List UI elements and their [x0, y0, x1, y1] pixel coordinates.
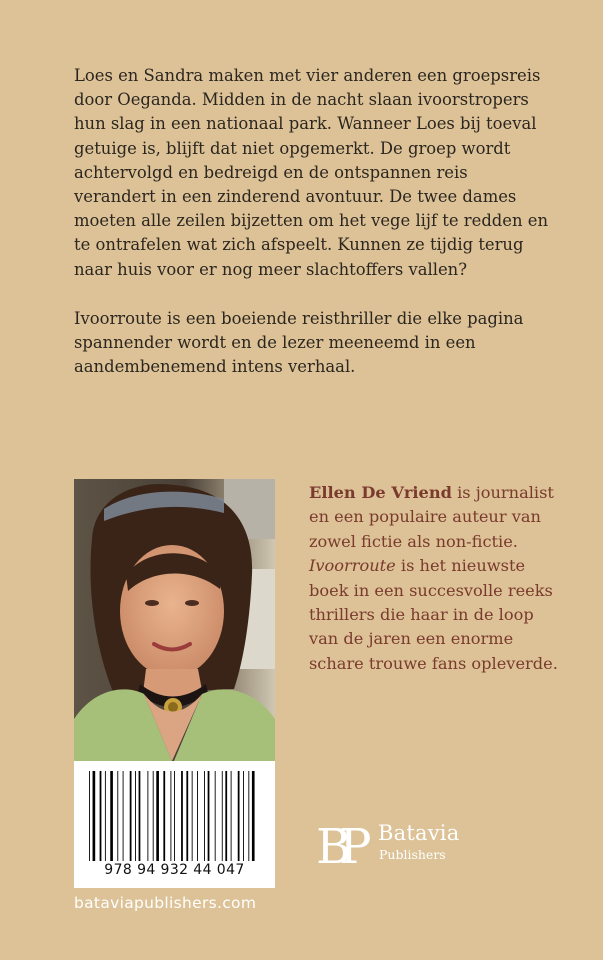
barcode-bar	[238, 771, 240, 861]
barcode-bar	[181, 771, 183, 861]
book-title: Ivoorroute	[309, 556, 396, 576]
barcode-bar	[243, 771, 244, 861]
barcode-bar	[252, 771, 255, 861]
barcode-bar	[147, 771, 148, 861]
barcode-bar	[153, 771, 154, 861]
logo-monogram: BP	[316, 819, 360, 869]
publisher-name: Batavia	[378, 821, 460, 845]
author-name: Ellen De Vriend	[309, 483, 452, 502]
publisher-subtitle: Publishers	[379, 847, 446, 862]
barcode-bar	[100, 771, 102, 861]
bio-text-part-2: is het nieuwste boek in een succesvolle reeks thrillers die haar in de loop van de jaren een enorme schare trouwe fans opleverde.	[309, 556, 558, 673]
barcode-bar	[192, 771, 193, 861]
bp-monogram-icon	[316, 819, 378, 869]
barcode-bar	[215, 771, 216, 861]
barcode-bar	[156, 771, 159, 861]
author-photo	[74, 479, 275, 761]
bio-text-part-1: is journalist en een populaire auteur van zowel fictie als non-fictie.	[309, 483, 554, 551]
barcode-panel	[74, 761, 275, 888]
barcode-bar	[174, 771, 175, 861]
isbn-number: 978 94 932 44 047	[104, 862, 245, 878]
barcode-bar	[248, 771, 249, 861]
barcode-bar	[110, 771, 113, 861]
barcode-bar	[222, 771, 223, 861]
barcode-bar	[204, 771, 205, 861]
barcode-bar	[225, 771, 227, 861]
barcode-bar	[89, 771, 90, 861]
barcode-bar	[135, 771, 136, 861]
publisher-logo	[316, 819, 486, 869]
barcode-bar	[170, 771, 171, 861]
blurb-paragraph-2: Ivoorroute is een boeiende reisthriller die elke pagina spannender wordt en de lezer meeneemd in een aandembenemend intens verhaal.	[74, 308, 524, 377]
barcode-bar	[197, 771, 198, 861]
barcode-bar	[208, 771, 210, 861]
barcode-bar	[139, 771, 141, 861]
author-bio	[309, 481, 559, 676]
barcode-bar	[231, 771, 232, 861]
barcode-bar	[93, 771, 96, 861]
barcode-bar	[123, 771, 124, 861]
back-cover-blurb	[74, 64, 552, 379]
barcode-bar	[186, 771, 188, 861]
publisher-website: bataviapublishers.com	[74, 894, 257, 912]
barcode-bar	[117, 771, 118, 861]
barcode	[89, 771, 259, 861]
barcode-bar	[130, 771, 132, 861]
barcode-bar	[163, 771, 165, 861]
blurb-paragraph-1: Loes en Sandra maken met vier anderen een groepsreis door Oeganda. Midden in de nacht slaan ivoorstropers hun slag in een nationaal park. Wanneer Loes bij toeval getuige is, blijft dat niet opgemerkt. De groep wordt achtervolgd en bedreigd en de ontspannen reis verandert in een zinderend avontuur. De twee dames moeten alle zeilen bijzetten om het vege lijf te redden en te ontrafelen wat zich afspeelt. Kunnen ze tijdig terug naar huis voor er nog meer slachtoffers vallen?	[74, 66, 549, 279]
barcode-bar	[105, 771, 106, 861]
